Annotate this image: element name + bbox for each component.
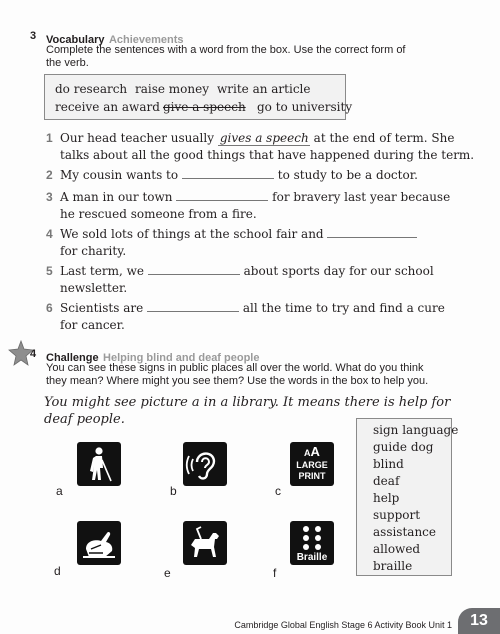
section-title: Vocabulary <box>46 34 105 46</box>
section-title: Challenge <box>46 352 99 364</box>
sign-guide-dog <box>183 521 227 565</box>
word-box-item: blind <box>373 457 404 471</box>
sign-sign-language <box>77 521 121 565</box>
example-answer-line: You might see picture a in a library. It means there is help for <box>44 395 451 410</box>
section-subtitle: Helping blind and deaf people <box>103 352 260 364</box>
footer-text: Cambridge Global English Stage 6 Activity Book Unit 1 <box>234 620 452 630</box>
sign-blind <box>77 442 121 486</box>
guide-dog-icon <box>183 521 227 565</box>
question-number: 5 <box>46 264 53 278</box>
question-number: 6 <box>46 301 53 315</box>
sign-letter: b <box>170 484 177 498</box>
word-box-item: sign language <box>373 423 459 437</box>
question-text-line2: for charity. <box>60 244 127 258</box>
word-box-item: braille <box>373 559 413 573</box>
braille-label: Braille <box>296 552 328 563</box>
word-box-item-crossed: give a speech <box>163 100 246 114</box>
word-box-item: allowed <box>373 542 421 556</box>
instruction-line: the verb. <box>46 57 89 69</box>
word-box-item: go to university <box>257 100 353 114</box>
word-box-item: guide dog <box>373 440 434 454</box>
sign-letter: e <box>164 566 171 580</box>
question-text-line2: for cancer. <box>60 318 125 332</box>
question-number: 3 <box>46 190 53 204</box>
question-text: Scientists are all the time to try and find a cure <box>60 301 445 315</box>
question-text-line2: newsletter. <box>60 281 128 295</box>
ear-hearing-icon <box>183 442 227 486</box>
sign-letter: a <box>56 484 63 498</box>
section-number: 3 <box>30 30 37 42</box>
word-box-item: raise money <box>135 82 210 96</box>
blind-person-cane-icon <box>77 442 121 486</box>
word-box-item: receive an award <box>55 100 160 114</box>
question-number: 2 <box>46 168 53 182</box>
question-text-line2: talks about all the good things that have happened during the term. <box>60 148 475 162</box>
question-text: We sold lots of things at the school fair and <box>60 227 417 241</box>
word-box-item: help <box>373 491 400 505</box>
answer-blank[interactable] <box>182 168 274 179</box>
section-number: 4 <box>30 348 37 360</box>
question-text: Last term, we about sports day for our school <box>60 264 434 278</box>
word-box-item: support <box>373 508 421 522</box>
sign-large-print <box>290 442 334 486</box>
question-number: 4 <box>46 227 53 241</box>
page-number: 13 <box>458 608 500 634</box>
word-box-item: deaf <box>373 474 400 488</box>
question-text: Our head teacher usually gives a speech at the end of term. She <box>60 131 455 145</box>
word-box <box>356 418 459 576</box>
instruction-line: they mean? Where might you see them? Use the words in the box to help you. <box>46 375 429 387</box>
section-subtitle: Achievements <box>108 34 184 46</box>
sign-hearing <box>183 442 227 486</box>
instruction-line: Complete the sentences with a word from the box. Use the correct form of <box>46 44 406 56</box>
sign-braille <box>290 521 334 565</box>
example-answer-line: deaf people. <box>44 412 125 427</box>
word-box-item: write an article <box>217 82 311 96</box>
sign-letter: c <box>275 484 281 498</box>
answer-blank[interactable] <box>147 301 239 312</box>
question-text: My cousin wants to to study to be a doctor. <box>60 168 418 182</box>
large-print-icon: AA LARGE PRINT <box>296 444 328 481</box>
question-number: 1 <box>46 131 53 145</box>
answer-blank[interactable] <box>148 264 240 275</box>
question-text: A man in our town for bravery last year because <box>60 190 451 204</box>
sign-letter: d <box>54 564 61 578</box>
word-box <box>44 74 353 120</box>
word-box-item: do research <box>55 82 128 96</box>
word-box-item: assistance <box>373 525 436 539</box>
answer-blank[interactable] <box>176 190 268 201</box>
answer-blank[interactable] <box>327 227 417 238</box>
sign-language-hands-icon <box>77 521 121 565</box>
instruction-line: You can see these signs in public places all over the world. What do you think <box>46 362 424 374</box>
answer-blank[interactable] <box>218 131 310 146</box>
question-text-line2: he rescued someone from a fire. <box>60 207 257 221</box>
sign-letter: f <box>273 566 277 580</box>
answer-text: gives a speech <box>219 131 309 145</box>
